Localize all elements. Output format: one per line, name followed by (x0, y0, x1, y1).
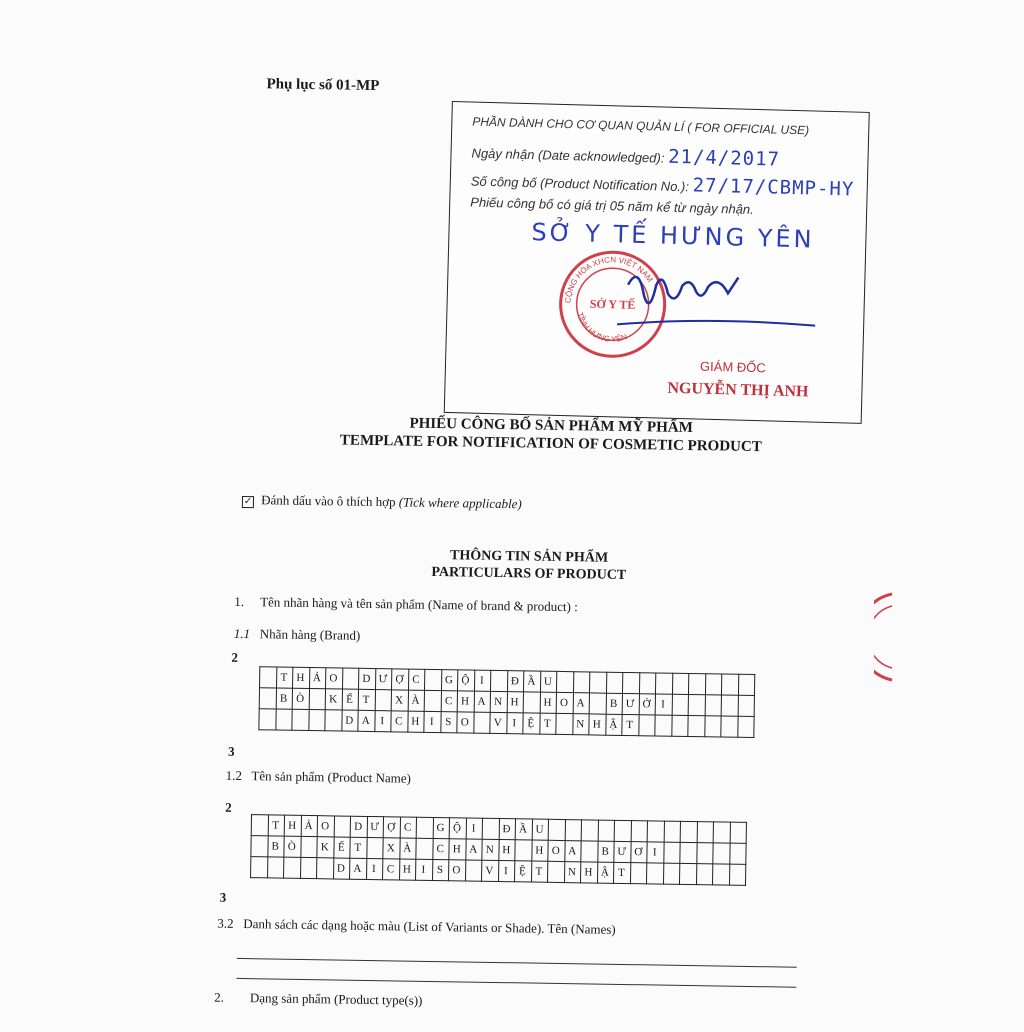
letter-box (573, 672, 590, 693)
letter-box (309, 689, 326, 710)
letter-box: V (490, 712, 507, 733)
letter-box (696, 864, 713, 885)
letter-box: H (284, 815, 301, 836)
item-1-2-label: Tên sản phẩm (Product Name) (251, 768, 412, 786)
letter-box (705, 674, 722, 695)
letter-box (647, 821, 664, 842)
letter-box (589, 693, 606, 714)
letter-box: A (465, 839, 482, 860)
letter-box: T (539, 713, 556, 734)
letter-box (688, 715, 705, 736)
letter-box (704, 716, 721, 737)
letter-box: T (531, 861, 548, 882)
letter-box (425, 669, 442, 690)
letter-box: I (466, 818, 483, 839)
letter-box: C (408, 669, 425, 690)
page-edge-stamp-fragment (874, 592, 894, 682)
letter-box: I (374, 711, 391, 732)
letter-box (325, 710, 342, 731)
letter-box (375, 690, 392, 711)
letter-box: Đ (499, 819, 516, 840)
letter-box: C (441, 691, 458, 712)
letter-box (300, 836, 317, 857)
letter-box: K (317, 837, 334, 858)
letter-box (523, 692, 540, 713)
item-3-2-label: Danh sách các dạng hoặc màu (List of Variants or Shade). Tên (Names) (243, 916, 616, 937)
letter-box (490, 670, 507, 691)
letter-box (638, 715, 655, 736)
letter-box (251, 836, 268, 857)
tick-instruction (242, 492, 522, 512)
letter-box (251, 815, 268, 836)
stamp-outer-text-path: CỘNG HÒA XHCN VIỆT NAM (563, 255, 655, 304)
letter-box (721, 716, 738, 737)
letter-box (548, 861, 565, 882)
signature-underline (617, 318, 815, 329)
letter-box: Ả (309, 668, 326, 689)
letter-box: H (399, 859, 416, 880)
letter-box (712, 864, 729, 885)
letter-box: I (647, 842, 664, 863)
letter-box (680, 842, 697, 863)
letter-box (688, 673, 705, 694)
letter-box: Ộ (457, 670, 474, 691)
letter-box: H (498, 840, 515, 861)
letter-box (366, 837, 383, 858)
letter-box: H (507, 692, 524, 713)
letter-box: Ế (333, 837, 350, 858)
letter-box: A (564, 841, 581, 862)
letter-box: Ơ (630, 842, 647, 863)
letter-box: C (383, 859, 400, 880)
letter-box: I (474, 670, 491, 691)
letter-box (260, 667, 277, 688)
tick-instruction-vi: Đánh dấu vào ô thích hợp (261, 492, 396, 510)
letter-box (267, 857, 284, 878)
title-english: TEMPLATE FOR NOTIFICATION OF COSMETIC PRODUCT (339, 432, 762, 456)
letter-box: Ợ (383, 817, 400, 838)
letter-box (646, 863, 663, 884)
letter-box (671, 715, 688, 736)
letter-box: X (391, 690, 408, 711)
letter-box: A (350, 858, 367, 879)
letter-box (251, 857, 268, 878)
stamp-bottom-text-path: TỈNH HƯNG YÊN (575, 311, 629, 344)
letter-box (696, 843, 713, 864)
letter-box: T (276, 667, 293, 688)
letter-box: Đ (507, 671, 524, 692)
letter-box: C (391, 711, 408, 732)
letter-box: Ầ (523, 671, 540, 692)
letter-box (688, 694, 705, 715)
letter-box (556, 713, 573, 734)
letter-box (556, 671, 573, 692)
item-1-1-label: Nhãn hàng (Brand) (259, 626, 361, 643)
letter-box: B (606, 693, 623, 714)
letter-box: I (424, 711, 441, 732)
letter-box: T (622, 714, 639, 735)
letter-box (275, 709, 292, 730)
letter-box: Ư (375, 669, 392, 690)
letter-box: I (366, 858, 383, 879)
margin-number-b: 3 (227, 743, 235, 759)
letter-box (424, 690, 441, 711)
letter-box (614, 820, 631, 841)
brand-letter-grid (258, 666, 755, 738)
director-name: NGUYỄN THỊ ANH (667, 379, 809, 401)
letter-box (631, 821, 648, 842)
letter-box: D (359, 668, 376, 689)
letter-box (672, 673, 689, 694)
item-1-1-number: 1.1 (233, 625, 251, 642)
letter-box: G (433, 817, 450, 838)
letter-box: Ệ (523, 713, 540, 734)
letter-box: H (580, 862, 597, 883)
letter-box (672, 694, 689, 715)
official-box-header: PHẦN DÀNH CHO CƠ QUAN QUẢN LÍ ( FOR OFFICIAL USE) (472, 114, 810, 138)
letter-box (738, 674, 755, 695)
letter-box (738, 695, 755, 716)
letter-box: Ả (301, 815, 318, 836)
letter-box: A (573, 693, 590, 714)
notification-number-label: Số công bố (Product Notification No.): (470, 173, 690, 195)
letter-box: Ở (639, 694, 656, 715)
letter-box: H (531, 840, 548, 861)
letter-box: Ò (292, 688, 309, 709)
letter-box (317, 858, 334, 879)
letter-box: N (572, 714, 589, 735)
letter-box: D (350, 816, 367, 837)
item-1-2 (226, 768, 412, 787)
letter-box (465, 860, 482, 881)
item-1-number: 1. (234, 593, 245, 609)
item-1 (234, 594, 578, 615)
product-name-letter-grid (250, 814, 747, 886)
letter-box: H (589, 714, 606, 735)
letter-box (655, 715, 672, 736)
letter-box: X (383, 838, 400, 859)
letter-box: D (333, 858, 350, 879)
letter-box: N (482, 839, 499, 860)
item-1-1 (234, 626, 361, 644)
letter-box (663, 842, 680, 863)
letter-box (482, 818, 499, 839)
letter-box (259, 688, 276, 709)
letter-box: O (317, 816, 334, 837)
letter-box: Ư (622, 693, 639, 714)
letter-box: C (432, 838, 449, 859)
letter-box: O (556, 692, 573, 713)
letter-box (730, 822, 747, 843)
letter-box (300, 857, 317, 878)
item-2-label: Dạng sản phẩm (Product type(s)) (249, 990, 423, 1008)
director-title: GIÁM ĐỐC (699, 358, 766, 376)
item-2 (214, 990, 423, 1009)
letter-box (679, 863, 696, 884)
letter-box: H (457, 691, 474, 712)
letter-box: T (358, 689, 375, 710)
letter-box (598, 820, 615, 841)
letter-box: À (408, 690, 425, 711)
letter-box (655, 673, 672, 694)
letter-box: I (506, 713, 523, 734)
item-3-2-number: 3.2 (217, 915, 234, 931)
letter-box: H (449, 839, 466, 860)
letter-box: S (432, 859, 449, 880)
letter-box: B (267, 836, 284, 857)
document-title (301, 413, 802, 457)
date-row (471, 141, 780, 171)
letter-box (737, 716, 754, 737)
letter-box: A (358, 710, 375, 731)
letter-box: N (564, 862, 581, 883)
letter-box: O (326, 668, 343, 689)
letter-box: I (498, 861, 515, 882)
letter-box: O (449, 860, 466, 881)
letter-box (697, 822, 714, 843)
letter-box: K (325, 689, 342, 710)
tick-instruction-en: (Tick where applicable) (398, 494, 522, 512)
letter-box (334, 816, 351, 837)
checked-box-icon: ✓ (243, 495, 253, 508)
letter-box (630, 863, 647, 884)
letter-box (515, 840, 532, 861)
letter-box (705, 695, 722, 716)
letter-box: N (490, 691, 507, 712)
letter-box (639, 673, 656, 694)
letter-box (581, 820, 598, 841)
letter-box (581, 841, 598, 862)
letter-box: D (341, 710, 358, 731)
date-value: 21/4/2017 (667, 145, 781, 171)
letter-box (606, 672, 623, 693)
section-title-en: PARTICULARS OF PRODUCT (431, 564, 627, 583)
letter-box: Ế (342, 689, 359, 710)
letter-box: B (597, 841, 614, 862)
letter-box: I (655, 694, 672, 715)
letter-box (729, 843, 746, 864)
letter-box: T (268, 815, 285, 836)
appendix-label: Phụ lục số 01-MP (266, 76, 380, 95)
letter-box: O (548, 840, 565, 861)
letter-box: U (532, 819, 549, 840)
letter-box: O (457, 712, 474, 733)
letter-box: Ầ (515, 819, 532, 840)
margin-number-a: 2 (231, 649, 239, 665)
letter-box: V (482, 860, 499, 881)
letter-box: Ệ (515, 861, 532, 882)
letter-box (664, 821, 681, 842)
notification-number-value: 27/17/CBMP-HY (692, 174, 855, 201)
margin-number-d: 3 (219, 889, 227, 905)
letter-box: A (474, 691, 491, 712)
letter-box: Ư (614, 841, 631, 862)
variants-answer-line-1 (237, 958, 797, 968)
letter-box: H (540, 692, 557, 713)
letter-box: T (613, 862, 630, 883)
letter-box (622, 672, 639, 693)
letter-box (342, 668, 359, 689)
letter-box: Ậ (605, 714, 622, 735)
letter-box (416, 838, 433, 859)
letter-box (548, 819, 565, 840)
letter-box (589, 672, 606, 693)
letter-box: À (399, 838, 416, 859)
stamp-center-text: SỞ Y TẾ (589, 296, 636, 312)
date-label: Ngày nhận (Date acknowledged): (471, 145, 665, 166)
letter-box (473, 712, 490, 733)
letter-box: Ậ (597, 862, 614, 883)
letter-box: Ợ (392, 669, 409, 690)
letter-box (729, 864, 746, 885)
letter-box: H (407, 711, 424, 732)
letter-box (721, 695, 738, 716)
item-1-label: Tên nhãn hàng và tên sản phẩm (Name of brand & product) : (260, 594, 578, 615)
stamp-bottom-text (575, 311, 630, 344)
letter-box: B (276, 688, 293, 709)
letter-box: Ư (367, 816, 384, 837)
letter-box (284, 857, 301, 878)
title-vietnamese: PHIẾU CÔNG BỐ SẢN PHẨM MỸ PHẨM (409, 415, 693, 437)
margin-number-c: 2 (225, 799, 232, 815)
item-1-2-number: 1.2 (225, 767, 243, 783)
letter-box (721, 674, 738, 695)
section-title (379, 546, 679, 585)
official-use-box (444, 101, 870, 424)
handwritten-agency: SỞ Y TẾ HƯNG YÊN (531, 218, 815, 254)
letter-box: Ò (284, 836, 301, 857)
item-3-2 (217, 916, 616, 938)
letter-box: C (400, 817, 417, 838)
letter-box (259, 709, 276, 730)
letter-box (416, 817, 433, 838)
letter-box: U (540, 671, 557, 692)
validity-note: Phiếu công bố có giá trị 05 năm kể từ ngày nhận. (470, 194, 754, 217)
letter-box: G (441, 670, 458, 691)
letter-box: Ộ (449, 818, 466, 839)
item-2-number: 2. (214, 989, 225, 1005)
letter-box: S (440, 712, 457, 733)
letter-box (292, 709, 309, 730)
section-title-vi: THÔNG TIN SẢN PHẨM (449, 548, 609, 566)
letter-box (680, 821, 697, 842)
letter-box (308, 710, 325, 731)
letter-box: T (350, 837, 367, 858)
letter-box (565, 820, 582, 841)
letter-box: H (293, 667, 310, 688)
variants-answer-line-2 (236, 978, 796, 988)
letter-box (663, 863, 680, 884)
letter-box (713, 843, 730, 864)
letter-box (713, 822, 730, 843)
letter-box: I (416, 859, 433, 880)
